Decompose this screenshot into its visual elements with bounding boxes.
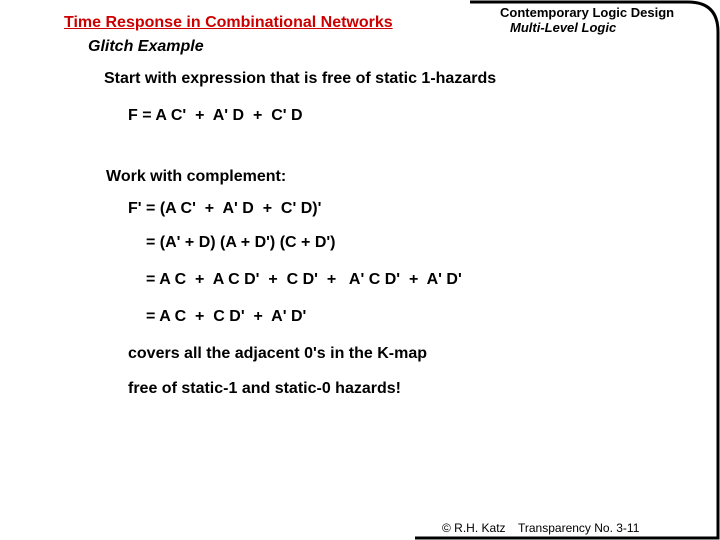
footer-slide-number: Transparency No. 3-11 (518, 521, 640, 535)
complement-step-4: = A C + C D' + A' D' (146, 308, 307, 325)
course-topic: Multi-Level Logic (510, 20, 617, 35)
complement-step-3: = A C + A C D' + C D' + A' C D' + A' D' (146, 271, 462, 288)
complement-heading: Work with complement: (106, 168, 287, 185)
intro-text: Start with expression that is free of static 1-hazards (104, 70, 497, 87)
course-name: Contemporary Logic Design (500, 5, 675, 20)
note-kmap: covers all the adjacent 0's in the K-map (128, 345, 428, 362)
course-header (500, 5, 674, 35)
complement-step-1: F' = (A C' + A' D + C' D)' (128, 200, 322, 217)
note-hazard-free: free of static-1 and static-0 hazards! (128, 380, 401, 397)
footer-copyright: © R.H. Katz (442, 521, 506, 535)
expression-f: F = A C' + A' D + C' D (128, 107, 303, 124)
complement-step-2: = (A' + D) (A + D') (C + D') (146, 234, 336, 251)
slide-title: Time Response in Combinational Networks (64, 14, 393, 31)
slide-subtitle: Glitch Example (88, 38, 204, 55)
